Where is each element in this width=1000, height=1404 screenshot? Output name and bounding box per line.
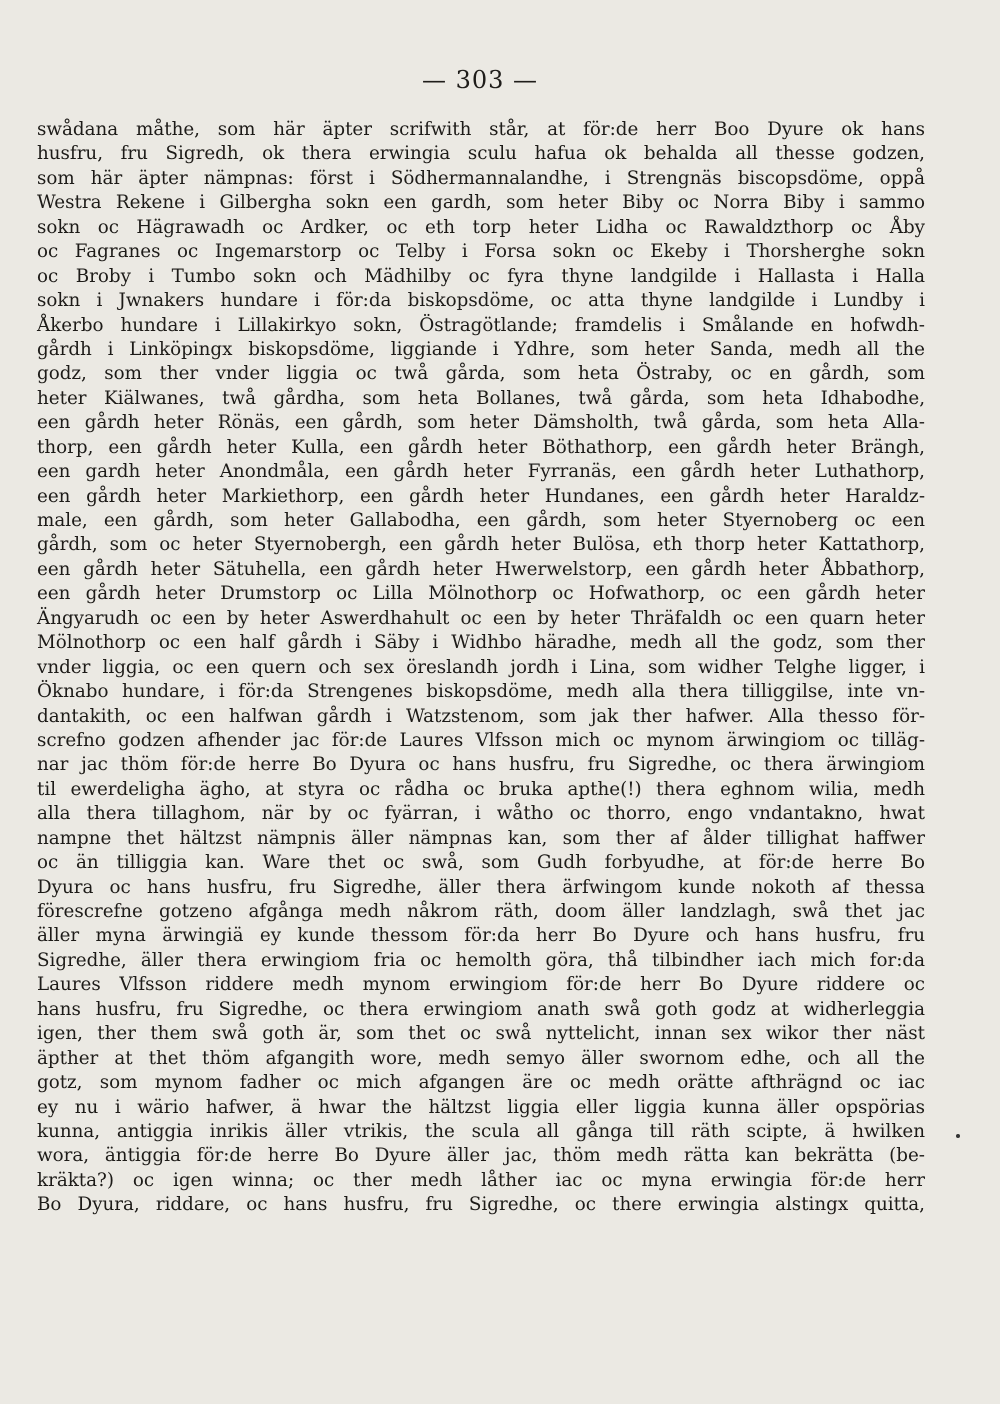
text-line: thorp, een gårdh heter Kulla, een gårdh heter Böthathorp, een gårdh heter Brängh,: [37, 436, 925, 458]
text-line: Bo Dyura, riddare, oc hans husfru, fru Sigredhe, oc there erwingia alstingx quitta,: [37, 1194, 925, 1216]
text-line: förescrefne gotzeno afgånga medh nåkrom räth, doom äller landzlagh, swå thet jac: [37, 901, 925, 922]
text-line: som här äpter nämpnas: först i Södhermannalandhe, i Strengnäs biscopsdöme, oppå: [37, 167, 925, 189]
text-line: äller myna ärwingiä ey kunde thessom för:da herr Bo Dyure och hans husfru, fru: [37, 925, 925, 947]
text-line: Dyura oc hans husfru, fru Sigredhe, äller thera ärfwingom kunde nokoth af thessa: [37, 876, 925, 898]
text-line: heter Kiälwanes, twå gårdha, som heta Bollanes, twå gårda, som heta Idhabodhe,: [37, 387, 925, 409]
text-line: oc än tilliggia kan. Ware thet oc swå, som Gudh forbyudhe, at för:de herre Bo: [37, 852, 925, 874]
text-line: alla thera tillaghom, när by oc fyärran, i wåtho oc thorro, engo vndantakno, hwat: [37, 803, 925, 825]
text-line: sokn i Jwnakers hundare i för:da biskopsdöme, oc atta thyne landgilde i Lundby i: [37, 290, 925, 312]
text-line: kräkta?) oc igen winna; oc ther medh låther iac oc myna erwingia för:de herr: [37, 1169, 925, 1191]
text-line: Mölnothorp oc een half gårdh i Säby i Widhbo häradhe, medh all the godz, som ther: [37, 632, 925, 654]
text-line: swådana måthe, som här äpter scrifwith står, at för:de herr Boo Dyure ok hans: [37, 119, 925, 140]
text-line: gårdh, som oc heter Styernobergh, een gårdh heter Bulösa, eth thorp heter Kattathorp,: [37, 534, 925, 556]
text-line: wora, äntiggia för:de herre Bo Dyure äller jac, thöm medh rätta kan bekrätta (be-: [37, 1145, 925, 1167]
text-line: husfru, fru Sigredh, ok thera erwingia sculu hafua ok behalda all thesse godzen,: [37, 143, 925, 165]
text-line: sokn oc Hägrawadh oc Ardker, oc eth torp heter Lidha oc Rawaldzthorp oc Åby: [37, 216, 925, 238]
body-text: [37, 118, 925, 1218]
text-line: een gårdh heter Sätuhella, een gårdh heter Hwerwelstorp, een gårdh heter Åbbathorp,: [37, 558, 925, 580]
text-line: male, een gårdh, som heter Gallabodha, een gårdh, som heter Styernoberg oc een: [37, 510, 925, 531]
text-line: Öknabo hundare, i för:da Strengenes biskopsdöme, medh alla thera tilliggilse, inte vn-: [37, 681, 925, 703]
text-line: oc Broby i Tumbo sokn och Mädhilby oc fyra thyne landgilde i Hallasta i Halla: [37, 265, 925, 287]
text-line: een gardh heter Anondmåla, een gårdh heter Fyrranäs, een gårdh heter Luthathorp,: [37, 461, 925, 483]
text-line: til ewerdeligha ägho, at styra oc rådha oc bruka apthe(!) thera eghnom wilia, medh: [37, 778, 925, 800]
text-line: Laures Vlfsson riddere medh mynom erwingiom för:de herr Bo Dyure riddere oc: [37, 974, 925, 996]
text-line: nampne thet hältzst nämpnis äller nämpnas kan, som ther af ålder tillighat haffwer: [37, 827, 925, 849]
margin-mark: [956, 1134, 960, 1138]
text-line: hans husfru, fru Sigredhe, oc thera erwingiom anath swå goth godz at widherleggia: [37, 998, 925, 1020]
page-number: — 303 —: [421, 66, 539, 94]
text-line: een gårdh heter Rönäs, een gårdh, som heter Dämsholth, twå gårda, som heta Alla-: [37, 412, 925, 434]
text-line: vnder liggia, oc een quern och sex öreslandh jordh i Lina, som widher Telghe ligger, i: [37, 656, 925, 678]
text-line: godz, som ther vnder liggia oc twå gårda, som heta Östraby, oc en gårdh, som: [37, 363, 925, 385]
text-line: gårdh i Linköpingx biskopsdöme, liggiande i Ydhre, som heter Sanda, medh all the: [37, 338, 925, 360]
text-line: een gårdh heter Markiethorp, een gårdh heter Hundanes, een gårdh heter Haraldz-: [37, 485, 925, 507]
text-line: kunna, antiggia inrikis äller vtrikis, the scula all gånga till räth scipte, ä hwilken: [37, 1120, 925, 1142]
text-line: oc Fagranes oc Ingemarstorp oc Telby i Forsa sokn oc Ekeby i Thorsherghe sokn: [37, 241, 925, 263]
text-line: Åkerbo hundare i Lillakirkyo sokn, Östragötlande; framdelis i Smålande en hofwdh-: [37, 314, 925, 336]
text-line: igen, ther them swå goth är, som thet oc swå nyttelicht, innan sex wikor ther näst: [37, 1023, 925, 1045]
text-line: nar jac thöm för:de herre Bo Dyura oc hans husfru, fru Sigredhe, oc thera ärwingiom: [37, 754, 925, 776]
text-line: een gårdh heter Drumstorp oc Lilla Mölnothorp oc Hofwathorp, oc een gårdh heter: [37, 583, 925, 605]
text-line: äpther at thet thöm afgangith wore, medh semyo äller swornom edhe, och all the: [37, 1047, 925, 1069]
text-line: Ängyarudh oc een by heter Aswerdhahult oc een by heter Thräfaldh oc een quarn heter: [37, 607, 925, 629]
text-line: Westra Rekene i Gilbergha sokn een gardh, som heter Biby oc Norra Biby i sammo: [37, 192, 925, 214]
text-line: ey nu i wärio hafwer, ä hwar the hältzst liggia eller liggia kunna äller opspörias: [37, 1096, 925, 1118]
text-line: Sigredhe, äller thera erwingiom fria oc hemolth göra, thå tilbindher iach mich for:da: [37, 949, 925, 971]
text-line: screfno godzen afhender jac för:de Laures Vlfsson mich oc mynom ärwingiom oc tilläg-: [37, 729, 925, 751]
text-line: dantakith, oc een halfwan gårdh i Watzstenom, som jak ther hafwer. Alla thesso för-: [37, 705, 925, 727]
text-line: gotz, som mynom fadher oc mich afgangen äre oc medh orätte afthrägnd oc iac: [37, 1072, 925, 1094]
